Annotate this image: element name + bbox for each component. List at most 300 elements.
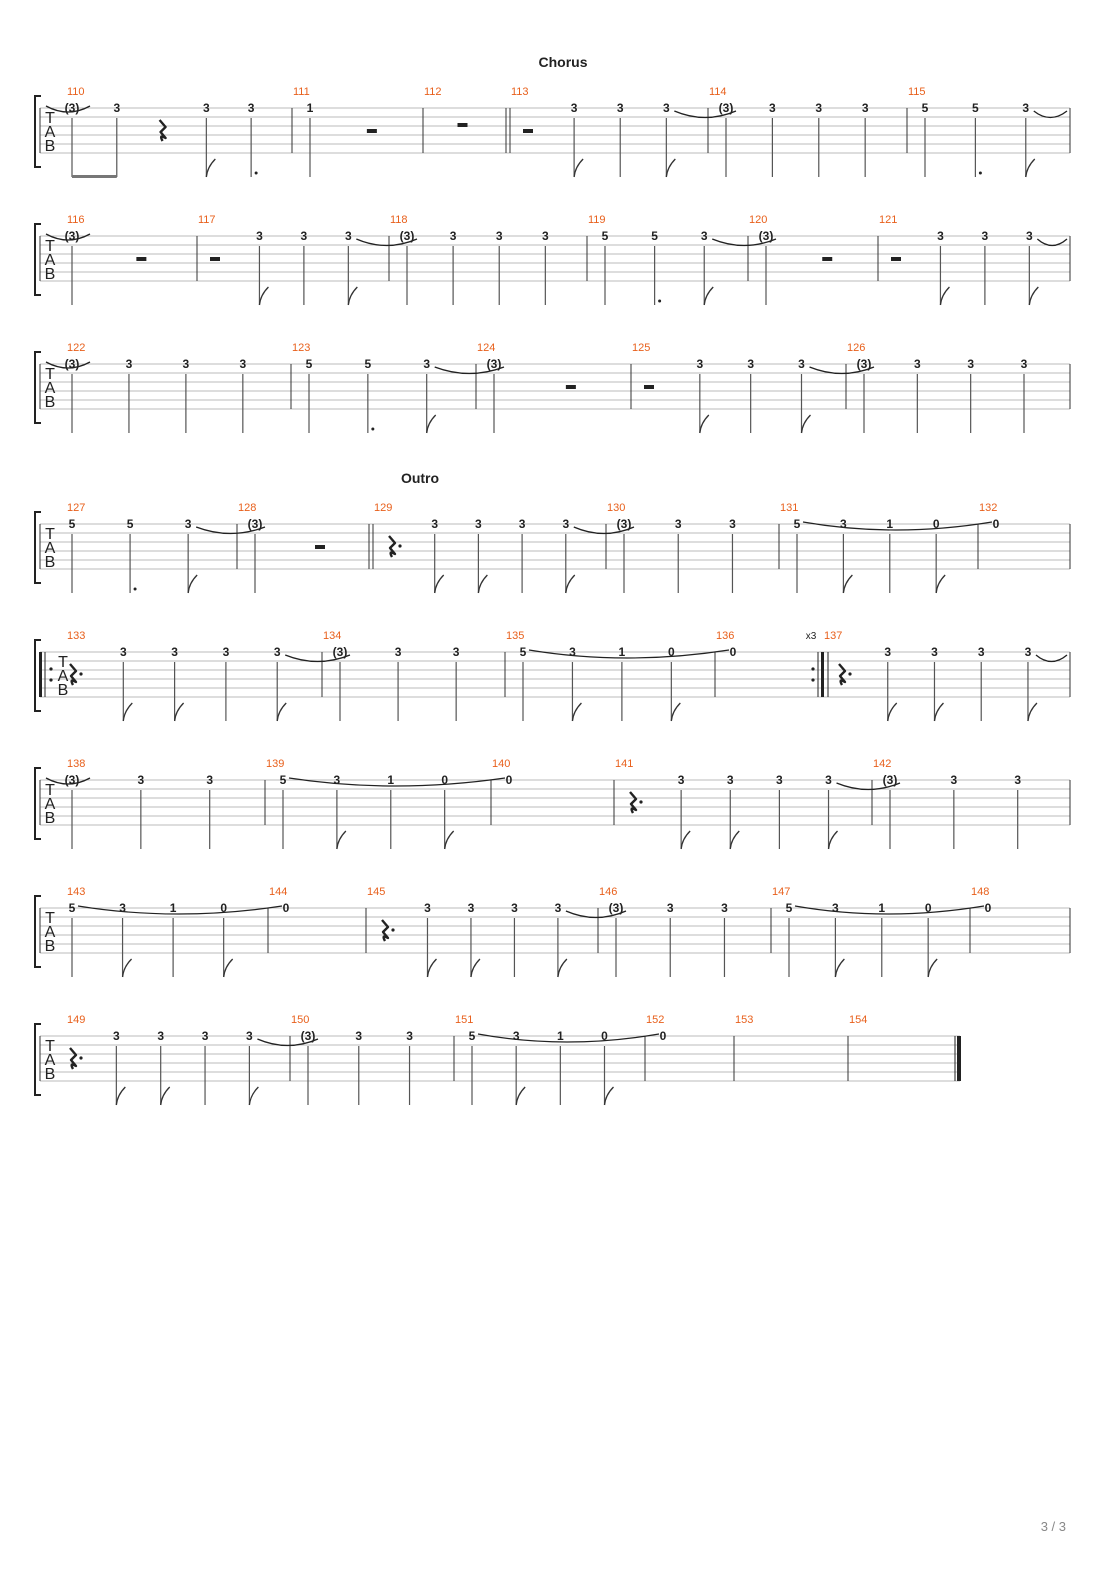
measure-number: 145: [367, 886, 386, 898]
tab-letter: A: [44, 796, 56, 813]
fret-number: 3: [726, 773, 734, 787]
fret-number: 3: [406, 1029, 413, 1043]
tab-letter: T: [45, 1038, 55, 1055]
fret-number: 5: [972, 101, 979, 115]
measure: [979, 502, 1070, 569]
tab-letter: B: [57, 682, 69, 699]
fret-number: 3: [696, 357, 704, 371]
eighth-flag: [1026, 159, 1035, 177]
measure: [424, 86, 510, 153]
fret-number: (3): [856, 357, 872, 371]
fret-number: 3: [950, 773, 958, 787]
eighth-flag: [888, 703, 897, 721]
fret-number: (3): [247, 517, 263, 531]
tab-letter: B: [44, 138, 56, 155]
measure-number: 124: [477, 342, 496, 354]
fret-number: 3: [256, 229, 263, 243]
repeat-end-thick-bar: [821, 652, 824, 697]
fret-number: 3: [333, 773, 341, 787]
measure-number: 143: [67, 886, 86, 898]
fret-number: 3: [113, 1029, 120, 1043]
eighth-flag: [671, 703, 680, 721]
fret-number: 5: [468, 1029, 476, 1043]
fret-number: 3: [840, 517, 847, 531]
fret-number: 3: [394, 645, 402, 659]
tab-letter: B: [44, 938, 56, 955]
tab-letter: A: [57, 668, 69, 685]
measure-number: 126: [847, 342, 866, 354]
measure: [849, 1014, 961, 1081]
fret-number: 3: [206, 773, 214, 787]
measure-number: 150: [291, 1014, 310, 1026]
eighth-flag: [730, 831, 739, 849]
eighth-flag: [829, 831, 838, 849]
fret-number: (3): [64, 773, 80, 787]
fret-number: 3: [729, 517, 736, 531]
fret-number: 3: [203, 101, 210, 115]
final-barline-thick: [957, 1036, 961, 1081]
tab-letter: T: [58, 654, 68, 671]
eighth-flag: [277, 703, 286, 721]
fret-number: 5: [68, 901, 76, 915]
repeat-start-thick-bar: [39, 652, 42, 697]
measure-number: 144: [269, 886, 288, 898]
fret-number: 5: [921, 101, 929, 115]
eighth-flag: [572, 703, 581, 721]
fret-number: 3: [182, 357, 190, 371]
duration-dot: [979, 172, 982, 175]
fret-number: 3: [570, 101, 578, 115]
fret-number: (3): [608, 901, 624, 915]
measure: [477, 342, 631, 433]
measure: [67, 630, 350, 721]
eighth-flag: [337, 831, 346, 849]
measure-number: 130: [607, 502, 626, 514]
measure-number: 115: [908, 86, 926, 98]
fret-number: (3): [332, 645, 348, 659]
fret-number: 3: [300, 229, 308, 243]
fret-number: 3: [423, 357, 431, 371]
fret-number: 3: [825, 773, 832, 787]
measure: [266, 758, 505, 849]
eighth-flag: [928, 959, 937, 977]
measure: [632, 342, 874, 433]
tab-letter: T: [45, 238, 55, 255]
fret-number: 5: [68, 517, 76, 531]
measure: [46, 214, 197, 305]
measure: [646, 1014, 734, 1081]
measure-number: 113: [511, 86, 529, 98]
eighth-flag: [558, 959, 567, 977]
measure-number: 129: [374, 502, 393, 514]
measure-number: 125: [632, 342, 651, 354]
measure-number: 136: [716, 630, 735, 642]
quarter-rest-icon: [389, 536, 395, 557]
fret-number: 3: [137, 773, 145, 787]
measure: [492, 758, 614, 825]
eighth-flag: [471, 959, 480, 977]
fret-number: (3): [882, 773, 898, 787]
fret-number: 3: [247, 101, 255, 115]
fret-number: 5: [601, 229, 609, 243]
measure: [46, 342, 291, 433]
fret-number: 0: [932, 517, 940, 531]
measure-number: 142: [873, 758, 892, 770]
section-label: Chorus: [538, 54, 588, 70]
measure: [46, 86, 292, 178]
fret-number: 3: [125, 357, 133, 371]
fret-number: (3): [718, 101, 734, 115]
measure-number: 128: [238, 502, 257, 514]
fret-number: 3: [184, 517, 192, 531]
tab-letter: T: [45, 526, 55, 543]
fret-number: 0: [992, 517, 1000, 531]
fret-number: 3: [674, 517, 682, 531]
duration-dot: [658, 300, 661, 303]
eighth-flag: [934, 703, 943, 721]
measure-number: 147: [772, 886, 791, 898]
rest-dot: [398, 544, 401, 547]
fret-number: 5: [651, 229, 658, 243]
measure-number: 148: [971, 886, 990, 898]
measure: [873, 758, 1070, 849]
measure: [46, 758, 265, 849]
fret-number: 3: [747, 357, 755, 371]
measure: [599, 886, 771, 977]
tab-letter: B: [44, 554, 56, 571]
measure-number: 119: [588, 214, 606, 226]
fret-number: (3): [64, 101, 80, 115]
eighth-flag: [843, 575, 852, 593]
fret-number: (3): [486, 357, 502, 371]
slur-arc: [803, 522, 992, 530]
fret-number: 3: [157, 1029, 165, 1043]
quarter-rest-icon: [70, 664, 76, 685]
fret-number: 3: [495, 229, 503, 243]
measure: [455, 1014, 659, 1105]
tab-letter: A: [44, 124, 56, 141]
quarter-rest-icon: [382, 920, 388, 941]
measure-number: 141: [615, 758, 634, 770]
half-rest-icon: [367, 129, 377, 133]
tab-letter: A: [44, 540, 56, 557]
eighth-flag: [123, 703, 132, 721]
eighth-flag: [116, 1087, 125, 1105]
slur-arc: [529, 650, 729, 658]
eighth-flag: [161, 1087, 170, 1105]
fret-number: 3: [1020, 357, 1028, 371]
half-rest-icon: [523, 129, 533, 133]
measure-number: 122: [67, 342, 86, 354]
measure-number: 116: [67, 214, 85, 226]
rest-dot: [391, 928, 394, 931]
fret-number: 3: [475, 517, 482, 531]
fret-number: (3): [399, 229, 415, 243]
measure-number: 137: [824, 630, 843, 642]
fret-number: 3: [562, 517, 570, 531]
measure: [323, 630, 505, 721]
tab-letter: A: [44, 1052, 56, 1069]
fret-number: 0: [601, 1029, 608, 1043]
measure-number: 120: [749, 214, 768, 226]
fret-number: 3: [769, 101, 776, 115]
fret-number: 1: [556, 1029, 564, 1043]
measure: [293, 86, 423, 177]
measure: [749, 214, 878, 305]
eighth-flag: [940, 287, 949, 305]
measure: [292, 342, 504, 433]
fret-number: 0: [441, 773, 449, 787]
half-rest-icon: [566, 385, 576, 389]
fret-number: 3: [616, 101, 624, 115]
tab-letter: B: [44, 810, 56, 827]
half-rest-icon: [644, 385, 654, 389]
measure: [390, 214, 587, 305]
tab-system: [35, 54, 1070, 178]
fret-number: 3: [931, 645, 938, 659]
fret-number: 3: [273, 645, 281, 659]
tab-letter: A: [44, 252, 56, 269]
tab-system: [35, 342, 1070, 433]
fret-number: 3: [424, 901, 431, 915]
fret-number: (3): [616, 517, 632, 531]
fret-number: 3: [171, 645, 178, 659]
eighth-flag: [175, 703, 184, 721]
measure: [607, 502, 779, 593]
fret-number: 3: [1025, 229, 1033, 243]
measure: [291, 1014, 454, 1105]
eighth-flag: [249, 1087, 258, 1105]
measure: [735, 1014, 848, 1081]
eighth-flag: [835, 959, 844, 977]
fret-number: 0: [505, 773, 513, 787]
measure-number: 152: [646, 1014, 665, 1026]
quarter-rest-icon: [839, 664, 845, 685]
fret-number: 3: [832, 901, 839, 915]
eighth-flag: [666, 159, 675, 177]
measure: [506, 630, 729, 721]
slur-arc: [78, 906, 282, 914]
quarter-rest-icon: [70, 1048, 76, 1069]
eighth-flag: [704, 287, 713, 305]
tab-letter: T: [45, 782, 55, 799]
measure: [506, 86, 736, 177]
measure: [908, 86, 1070, 177]
measure: [269, 886, 366, 953]
fret-number: 1: [169, 901, 177, 915]
eighth-flag: [427, 959, 436, 977]
eighth-flag: [1028, 703, 1037, 721]
repeat-dot: [49, 667, 52, 670]
measure-number: 149: [67, 1014, 86, 1026]
tab-letter: T: [45, 110, 55, 127]
fret-number: 3: [815, 101, 823, 115]
eighth-flag: [445, 831, 454, 849]
measure-number: 111: [293, 86, 310, 98]
fret-number: 3: [239, 357, 247, 371]
duration-dot: [134, 588, 137, 591]
eighth-flag: [566, 575, 575, 593]
tab-system: [35, 886, 1070, 977]
fret-number: 1: [306, 101, 314, 115]
measure: [369, 502, 634, 593]
fret-number: 3: [798, 357, 805, 371]
duration-dot: [371, 428, 374, 431]
eighth-flag: [605, 1087, 614, 1105]
fret-number: 3: [1022, 101, 1030, 115]
fret-number: 3: [511, 901, 518, 915]
tab-system: [35, 1014, 961, 1105]
fret-number: 3: [662, 101, 670, 115]
half-rest-icon: [822, 257, 832, 261]
tab-letter: B: [44, 1066, 56, 1083]
fret-number: 3: [1024, 645, 1032, 659]
fret-number: 3: [201, 1029, 209, 1043]
fret-number: 0: [984, 901, 992, 915]
repeat-count: x3: [805, 631, 817, 642]
fret-number: 5: [364, 357, 372, 371]
tab-letter: T: [45, 910, 55, 927]
fret-number: 3: [913, 357, 921, 371]
measure-number: 121: [879, 214, 898, 226]
measure: [847, 342, 1070, 433]
measure: [67, 1014, 318, 1105]
fret-number: 3: [222, 645, 230, 659]
slur-arc: [478, 1034, 659, 1042]
measure-number: 117: [198, 214, 216, 226]
rest-dot: [639, 800, 642, 803]
eighth-flag: [700, 415, 709, 433]
fret-number: 3: [1014, 773, 1022, 787]
measure-number: 123: [292, 342, 311, 354]
measure-number: 151: [455, 1014, 474, 1026]
half-rest-icon: [136, 257, 146, 261]
fret-number: 3: [569, 645, 576, 659]
fret-number: 3: [431, 517, 439, 531]
measure-number: 118: [390, 214, 408, 226]
rest-dot: [848, 672, 851, 675]
measure-number: 153: [735, 1014, 754, 1026]
fret-number: 3: [776, 773, 783, 787]
measure: [198, 214, 417, 305]
eighth-flag: [478, 575, 487, 593]
fret-number: 0: [659, 1029, 667, 1043]
measure: [367, 886, 626, 977]
fret-number: 3: [937, 229, 944, 243]
fret-number: 3: [355, 1029, 363, 1043]
whole-rest-icon: [458, 123, 468, 127]
fret-number: 3: [677, 773, 685, 787]
tab-letter: T: [45, 366, 55, 383]
tab-system: [35, 214, 1070, 305]
measure-number: 127: [67, 502, 86, 514]
measure: [879, 214, 1070, 305]
fret-number: 3: [967, 357, 975, 371]
tab-letter: B: [44, 266, 56, 283]
quarter-rest-icon: [160, 120, 166, 141]
measure: [588, 214, 776, 305]
tab-system: [35, 758, 1070, 849]
tab-letter: A: [44, 924, 56, 941]
eighth-flag: [259, 287, 268, 305]
eighth-flag: [123, 959, 132, 977]
fret-number: 5: [793, 517, 801, 531]
fret-number: 3: [119, 901, 126, 915]
eighth-flag: [206, 159, 215, 177]
quarter-rest-icon: [630, 792, 636, 813]
measure-number: 154: [849, 1014, 868, 1026]
slur-arc: [795, 906, 984, 914]
measure-number: 110: [67, 86, 85, 98]
page-number: 3 / 3: [1040, 1519, 1066, 1534]
fret-number: 5: [305, 357, 313, 371]
fret-number: 3: [467, 901, 475, 915]
measure-number: 139: [266, 758, 285, 770]
eighth-flag: [681, 831, 690, 849]
eighth-flag: [802, 415, 811, 433]
fret-number: 3: [119, 645, 127, 659]
fret-number: 0: [667, 645, 675, 659]
eighth-flag: [936, 575, 945, 593]
eighth-flag: [1029, 287, 1038, 305]
rest-dot: [79, 672, 82, 675]
fret-number: 3: [541, 229, 549, 243]
measure: [67, 502, 265, 593]
measure: [238, 502, 373, 593]
measure-number: 135: [506, 630, 525, 642]
eighth-flag: [435, 575, 444, 593]
tab-letter: B: [44, 394, 56, 411]
eighth-flag: [348, 287, 357, 305]
fret-number: 3: [700, 229, 708, 243]
eighth-flag: [427, 415, 436, 433]
measure-number: 112: [424, 86, 442, 98]
measure-number: 131: [780, 502, 799, 514]
fret-number: 0: [729, 645, 737, 659]
fret-number: 1: [878, 901, 886, 915]
eighth-flag: [574, 159, 583, 177]
fret-number: 5: [519, 645, 527, 659]
eighth-beam: [72, 175, 117, 178]
measure-number: 140: [492, 758, 511, 770]
fret-number: 0: [282, 901, 290, 915]
half-rest-icon: [315, 545, 325, 549]
duration-dot: [255, 172, 258, 175]
measure: [780, 502, 992, 593]
slur-arc: [289, 778, 505, 786]
measure: [772, 886, 984, 977]
repeat-dot: [811, 678, 814, 681]
rest-dot: [79, 1056, 82, 1059]
eighth-flag: [224, 959, 233, 977]
fret-number: (3): [300, 1029, 316, 1043]
fret-number: 5: [785, 901, 793, 915]
fret-number: 5: [279, 773, 287, 787]
fret-number: 5: [126, 517, 134, 531]
tab-system: [35, 470, 1070, 593]
measure-number: 133: [67, 630, 86, 642]
half-rest-icon: [210, 257, 220, 261]
fret-number: (3): [64, 229, 80, 243]
measure-number: 132: [979, 502, 998, 514]
measure: [67, 886, 282, 977]
fret-number: (3): [758, 229, 774, 243]
measure: [971, 886, 1070, 953]
fret-number: 3: [977, 645, 985, 659]
repeat-dot: [49, 678, 52, 681]
fret-number: 0: [220, 901, 228, 915]
fret-number: 3: [884, 645, 892, 659]
